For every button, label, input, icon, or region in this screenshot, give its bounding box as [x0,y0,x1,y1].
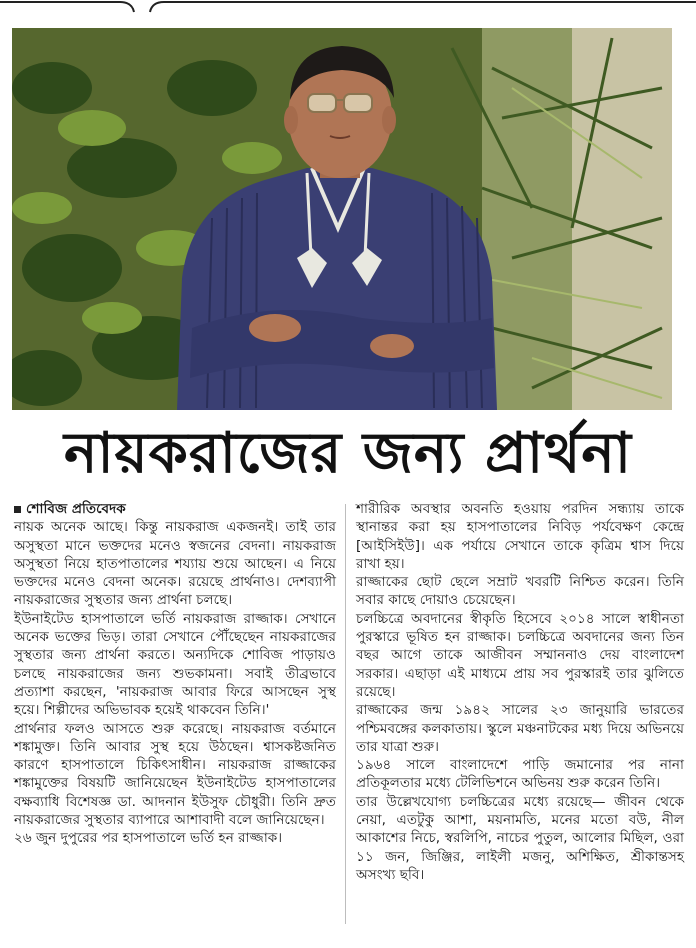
paragraph: শারীরিক অবস্থার অবনতি হওয়ায় পরদিন সন্ধ্যায় তাকে স্থানান্তর করা হয় হাসপাতালের নিবিড় পর্যবেক্ষণ কেন্দ্রে [আইসিইউ]। এক পর্যায়ে সেখানে তাকে কৃত্রিম শ্বাস দিয়ে রাখা হয়। [356,501,684,572]
article-column-left [14,500,336,848]
paragraph: প্রার্থনার ফলও আসতে শুরু করেছে। নায়করাজ বর্তমানে শঙ্কামুক্ত। তিনি আবার সুস্থ হয়ে উঠছেন। শ্বাসকষ্টজনিত কারণে হাসপাতালে চিকিৎসাধীন। নায়করাজ রাজ্জাকের শঙ্কামুক্তের বিষয়টি জানিয়েছেন ইউনাইটেড হাসপাতালের বক্ষব্যাধি বিশেষজ্ঞ ডা. আদনান ইউসুফ চৌধুরী। তিনি দ্রুত নায়করাজের সুস্থতার ব্যাপারে আশাবাদী বলে জানিয়েছেন। [14,720,336,829]
byline-bullet-icon [14,506,21,513]
byline-text: শোবিজ প্রতিবেদক [26,501,126,517]
paragraph: তার উল্লেখযোগ্য চলচ্চিত্রের মধ্যে রয়েছে— জীবন থেকে নেয়া, এতটুকু আশা, ময়নামতি, মনের মতো বউ, নীল আকাশের নিচে, স্বরলিপি, নাচের পুতুল, আলোর মিছিল, ওরা ১১ জন, জিঞ্জির, লাইলী মজনু, অশিক্ষিত, শ্রীকান্তসহ অসংখ্য ছবি। [356,793,684,883]
paragraph: চলচ্চিত্রে অবদানের স্বীকৃতি হিসেবে ২০১৪ সালে স্বাধীনতা পুরস্কারে ভূষিত হন রাজ্জাক। চলচ্চিত্রে অবদানের জন্য তিন বছর আগে তাকে আজীবন সম্মাননাও দেয় বাংলাদেশ সরকার। এছাড়া এই মাধ্যমে প্রায় সব পুরস্কারই তার ঝুলিতে রয়েছে। [356,610,684,700]
paragraph: ২৬ জুন দুপুরের পর হাসপাতালে ভর্তি হন রাজ্জাক। [14,830,283,847]
paragraph: ১৯৬৪ সালে বাংলাদেশে পাড়ি জমানোর পর নানা প্রতিকূলতার মধ্যে টেলিভিশনে অভিনয় শুরু করেন তিনি। [356,757,684,792]
article-column-right [356,500,684,884]
paragraph: নায়ক অনেক আছে। কিন্তু নায়করাজ একজনই। তাই তার অসুস্থতা মানে ভক্তদের মনেও স্বজনের বেদনা। নায়করাজ অসুস্থতা নিয়ে হাতপাতালের শয্যায় শুয়ে আছেন। এ নিয়ে ভক্তদের মনেও বেদনা অনেক। রয়েছে প্রার্থনাও। দেশব্যাপী নায়করাজের সুস্থতার জন্য প্রার্থনা চলছে। [14,519,336,609]
paragraph: ইউনাইটেড হাসপাতালে ভর্তি নায়করাজ রাজ্জাক। সেখানে অনেক ভক্তের ভিড়। তারা সেখানে পৌঁছেছেন নায়করাজের সুস্থতার জন্য প্রার্থনা করতে। অন্যদিকে শোবিজ পাড়ায়ও চলছে নায়করাজের জন্য শুভকামনা। সবাই তীব্রভাবে প্রত্যাশা করছেন, 'নায়করাজ আবার ফিরে আসছেন সুস্থ হয়ে। শিল্পীদের অভিভাবক হয়েই থাকবেন তিনি।' [14,610,336,719]
paragraph: রাজ্জাকের জন্ম ১৯৪২ সালের ২৩ জানুয়ারি ভারতের পশ্চিমবঙ্গের কলকাতায়। স্কুলে মঞ্চনাটকের মধ্য দিয়ে অভিনয়ে তার যাত্রা শুরু। [356,702,684,755]
column-divider [345,504,346,924]
page-top-rule [0,0,696,14]
paragraph: রাজ্জাকের ছোট ছেলে সম্রাট খবরটি নিশ্চিত করেন। তিনি সবার কাছে দোয়াও চেয়েছেন। [356,574,684,609]
byline [14,500,336,518]
article-headline: নায়করাজের জন্য প্রার্থনা [63,421,632,486]
article-photo [12,28,672,410]
